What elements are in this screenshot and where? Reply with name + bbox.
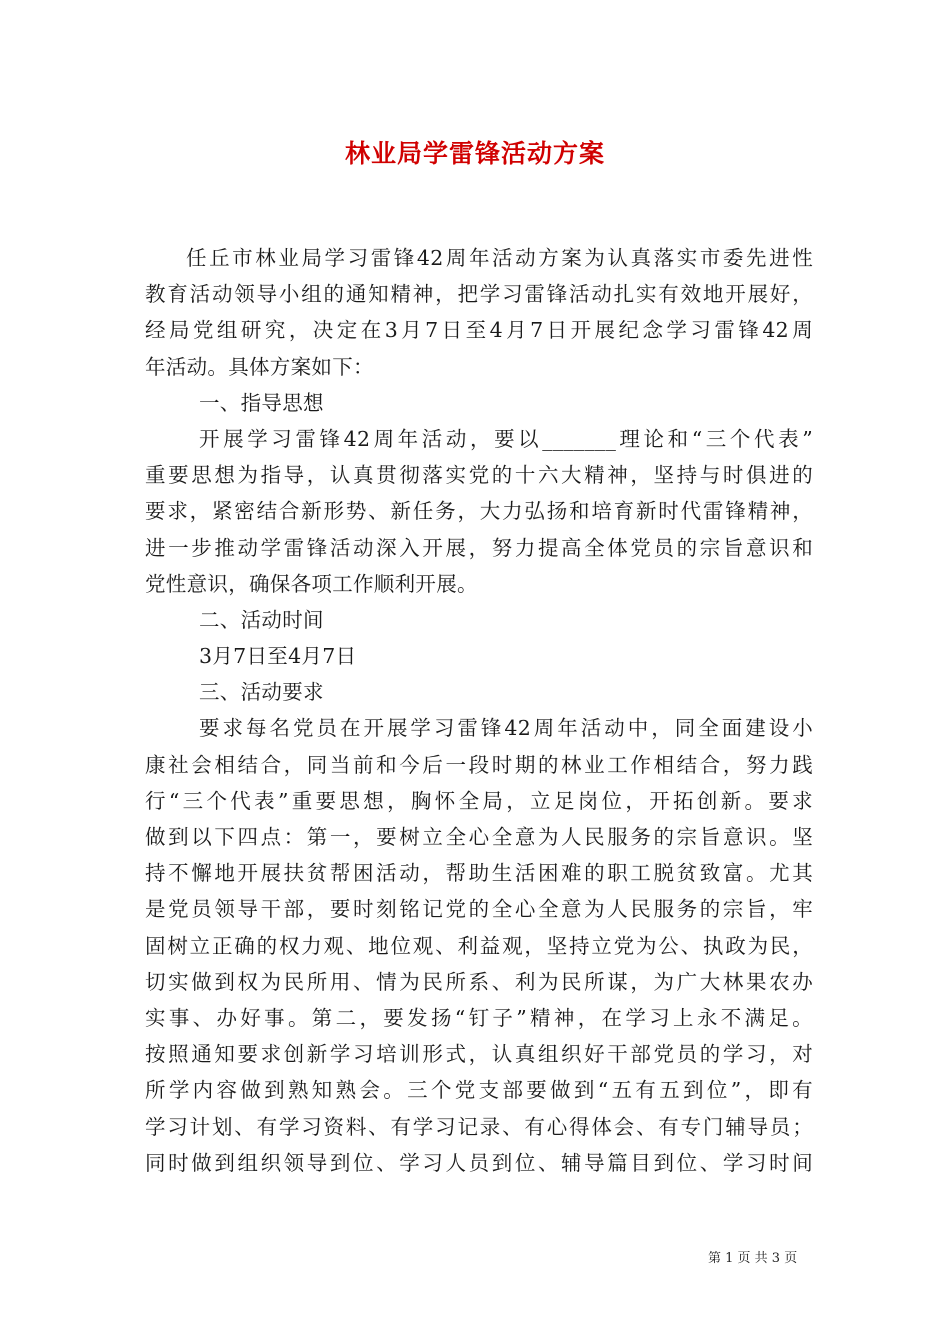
body-line: 要求每名党员在开展学习雷锋42周年活动中，同全面建设小 <box>199 716 813 741</box>
body-line: 康社会相结合，同当前和今后一段时期的林业工作相结合，努力践 <box>145 752 813 777</box>
body-line: 切实做到权为民所用、情为民所系、利为民所谋，为广大林果农办 <box>145 969 813 994</box>
body-line: 教育活动领导小组的通知精神，把学习雷锋活动扎实有效地开展好， <box>145 282 813 307</box>
body-line: 固树立正确的权力观、地位观、利益观，坚持立党为公、执政为民， <box>145 933 813 958</box>
page-number: 第 1 页 共 3 页 <box>708 1251 798 1266</box>
document-title: 林业局学雷锋活动方案 <box>344 139 605 168</box>
body-line: 按照通知要求创新学习培训形式，认真组织好干部党员的学习，对 <box>145 1042 813 1067</box>
body-line: 做到以下四点：第一，要树立全心全意为人民服务的宗旨意识。坚 <box>145 825 813 849</box>
body-line: 实事、办好事。第二，要发扬“钉子”精神，在学习上永不满足。 <box>145 1005 813 1030</box>
body-line: 持不懈地开展扶贫帮困活动，帮助生活困难的职工脱贫致富。尤其 <box>145 861 813 886</box>
body-line: 年活动。具体方案如下： <box>145 354 374 379</box>
body-line: 进一步推动学雷锋活动深入开展，努力提高全体党员的宗旨意识和 <box>145 535 813 560</box>
body-line: 是党员领导干部，要时刻铭记党的全心全意为人民服务的宗旨，牢 <box>145 897 813 922</box>
body-line: 党性意识，确保各项工作顺利开展。 <box>145 571 478 596</box>
body-line: 同时做到组织领导到位、学习人员到位、辅导篇目到位、学习时间 <box>145 1150 813 1175</box>
section-heading: 一、指导思想 <box>199 390 324 415</box>
section-heading: 三、活动要求 <box>199 680 324 705</box>
body-line: 开展学习雷锋42周年活动，要以_______理论和“三个代表” <box>199 426 813 451</box>
body-line: 所学内容做到熟知熟会。三个党支部要做到“五有五到位”，即有 <box>145 1078 813 1103</box>
body-line: 3月7日至4月7日 <box>199 644 357 669</box>
body-line: 经局党组研究，决定在3月7日至4月7日开展纪念学习雷锋42周 <box>145 318 813 343</box>
body-line: 要求，紧密结合新形势、新任务，大力弘扬和培育新时代雷锋精神， <box>145 499 813 524</box>
body-line: 行“三个代表”重要思想，胸怀全局，立足岗位，开拓创新。要求 <box>145 788 813 813</box>
body-line: 学习计划、有学习资料、有学习记录、有心得体会、有专门辅导员； <box>145 1114 813 1139</box>
document-body <box>145 240 813 1181</box>
body-line: 重要思想为指导，认真贯彻落实党的十六大精神，坚持与时俱进的 <box>145 463 813 488</box>
body-line: 任丘市林业局学习雷锋42周年活动方案为认真落实市委先进性 <box>186 246 813 270</box>
section-heading: 二、活动时间 <box>199 607 324 632</box>
